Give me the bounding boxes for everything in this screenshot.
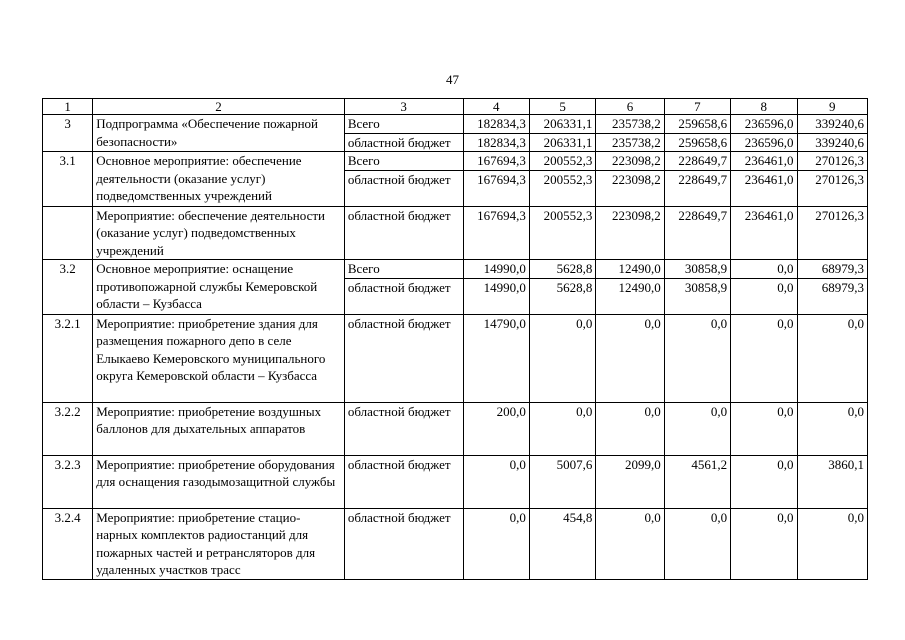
row-code: 3.1 xyxy=(43,152,93,207)
value-cell: 182834,3 xyxy=(463,115,529,134)
value-cell: 14990,0 xyxy=(463,278,529,314)
value-cell: 236596,0 xyxy=(731,133,797,152)
value-cell: 0,0 xyxy=(463,508,529,579)
value-cell: 12490,0 xyxy=(596,260,664,279)
value-cell: 5007,6 xyxy=(529,455,595,508)
value-cell: 206331,1 xyxy=(529,133,595,152)
row-code xyxy=(43,206,93,260)
value-cell: 228649,7 xyxy=(664,206,730,260)
value-cell: 182834,3 xyxy=(463,133,529,152)
table-row xyxy=(43,508,868,579)
row-code: 3.2.1 xyxy=(43,314,93,402)
value-cell: 2099,0 xyxy=(596,455,664,508)
funding-source: областной бюджет xyxy=(344,402,463,455)
funding-source: областной бюджет xyxy=(344,170,463,206)
row-name: Основное мероприятие: обеспечение деятельности (оказание услуг) подведомственных учреждений xyxy=(93,152,345,207)
value-cell: 0,0 xyxy=(596,508,664,579)
funding-source: областной бюджет xyxy=(344,314,463,402)
value-cell: 206331,1 xyxy=(529,115,595,134)
value-cell: 223098,2 xyxy=(596,206,664,260)
row-code: 3.2.3 xyxy=(43,455,93,508)
header-cell: 2 xyxy=(93,99,345,115)
value-cell: 270126,3 xyxy=(797,152,868,171)
value-cell: 0,0 xyxy=(463,455,529,508)
funding-source: областной бюджет xyxy=(344,206,463,260)
value-cell: 5628,8 xyxy=(529,260,595,279)
value-cell: 0,0 xyxy=(664,402,730,455)
value-cell: 259658,6 xyxy=(664,115,730,134)
value-cell: 235738,2 xyxy=(596,115,664,134)
table-body xyxy=(43,99,868,580)
value-cell: 270126,3 xyxy=(797,206,868,260)
value-cell: 5628,8 xyxy=(529,278,595,314)
value-cell: 68979,3 xyxy=(797,278,868,314)
value-cell: 30858,9 xyxy=(664,260,730,279)
value-cell: 0,0 xyxy=(731,278,797,314)
value-cell: 228649,7 xyxy=(664,152,730,171)
header-cell: 5 xyxy=(529,99,595,115)
page-number: 47 xyxy=(446,72,459,87)
budget-table xyxy=(42,98,868,580)
value-cell: 0,0 xyxy=(797,314,868,402)
header-cell: 6 xyxy=(596,99,664,115)
row-name: Мероприятие: приобретение здания для размещения пожарного депо в селе Елыкаево Кемеровского муниципального округа Кемеровской области – Кузбасса xyxy=(93,314,345,402)
funding-source: областной бюджет xyxy=(344,278,463,314)
value-cell: 236461,0 xyxy=(731,206,797,260)
value-cell: 167694,3 xyxy=(463,206,529,260)
funding-source: Всего xyxy=(344,260,463,279)
value-cell: 236461,0 xyxy=(731,152,797,171)
value-cell: 0,0 xyxy=(731,314,797,402)
value-cell: 0,0 xyxy=(731,508,797,579)
value-cell: 236596,0 xyxy=(731,115,797,134)
value-cell: 12490,0 xyxy=(596,278,664,314)
row-code: 3 xyxy=(43,115,93,152)
header-cell: 8 xyxy=(731,99,797,115)
table-row xyxy=(43,402,868,455)
value-cell: 0,0 xyxy=(731,260,797,279)
row-code: 3.2 xyxy=(43,260,93,315)
value-cell: 4561,2 xyxy=(664,455,730,508)
funding-source: областной бюджет xyxy=(344,455,463,508)
funding-source: Всего xyxy=(344,152,463,171)
table-row xyxy=(43,206,868,260)
header-cell: 9 xyxy=(797,99,868,115)
table-row xyxy=(43,152,868,171)
value-cell: 3860,1 xyxy=(797,455,868,508)
row-code: 3.2.4 xyxy=(43,508,93,579)
funding-source: областной бюджет xyxy=(344,133,463,152)
row-name: Мероприятие: приобретение воздушных баллонов для дыхательных аппаратов xyxy=(93,402,345,455)
value-cell: 0,0 xyxy=(731,402,797,455)
value-cell: 200552,3 xyxy=(529,152,595,171)
header-cell: 3 xyxy=(344,99,463,115)
value-cell: 339240,6 xyxy=(797,133,868,152)
row-name: Мероприятие: приобретение стацио-нарных комплектов радиостанций для пожарных частей и ретрансляторов для удаленных участков трасс xyxy=(93,508,345,579)
value-cell: 200552,3 xyxy=(529,170,595,206)
value-cell: 30858,9 xyxy=(664,278,730,314)
value-cell: 14790,0 xyxy=(463,314,529,402)
table-row xyxy=(43,115,868,134)
funding-source: Всего xyxy=(344,115,463,134)
row-name: Основное мероприятие: оснащение противопожарной службы Кемеровской области – Кузбасса xyxy=(93,260,345,315)
value-cell: 454,8 xyxy=(529,508,595,579)
table-row xyxy=(43,314,868,402)
header-row xyxy=(43,99,868,115)
funding-source: областной бюджет xyxy=(344,508,463,579)
value-cell: 0,0 xyxy=(797,508,868,579)
value-cell: 228649,7 xyxy=(664,170,730,206)
value-cell: 0,0 xyxy=(529,402,595,455)
value-cell: 0,0 xyxy=(529,314,595,402)
table-row xyxy=(43,260,868,279)
value-cell: 167694,3 xyxy=(463,152,529,171)
value-cell: 200,0 xyxy=(463,402,529,455)
value-cell: 0,0 xyxy=(731,455,797,508)
row-code: 3.2.2 xyxy=(43,402,93,455)
value-cell: 0,0 xyxy=(797,402,868,455)
row-name: Мероприятие: приобретение оборудования для оснащения газодымозащитной службы xyxy=(93,455,345,508)
header-cell: 7 xyxy=(664,99,730,115)
value-cell: 259658,6 xyxy=(664,133,730,152)
value-cell: 14990,0 xyxy=(463,260,529,279)
value-cell: 223098,2 xyxy=(596,170,664,206)
value-cell: 223098,2 xyxy=(596,152,664,171)
header-cell: 1 xyxy=(43,99,93,115)
value-cell: 200552,3 xyxy=(529,206,595,260)
value-cell: 236461,0 xyxy=(731,170,797,206)
value-cell: 0,0 xyxy=(664,314,730,402)
header-cell: 4 xyxy=(463,99,529,115)
value-cell: 0,0 xyxy=(596,314,664,402)
value-cell: 68979,3 xyxy=(797,260,868,279)
value-cell: 0,0 xyxy=(664,508,730,579)
value-cell: 270126,3 xyxy=(797,170,868,206)
row-name: Мероприятие: обеспечение деятельности (оказание услуг) подведомственных учреждений xyxy=(93,206,345,260)
value-cell: 235738,2 xyxy=(596,133,664,152)
row-name: Подпрограмма «Обеспечение пожарной безопасности» xyxy=(93,115,345,152)
value-cell: 339240,6 xyxy=(797,115,868,134)
value-cell: 0,0 xyxy=(596,402,664,455)
table-row xyxy=(43,455,868,508)
value-cell: 167694,3 xyxy=(463,170,529,206)
